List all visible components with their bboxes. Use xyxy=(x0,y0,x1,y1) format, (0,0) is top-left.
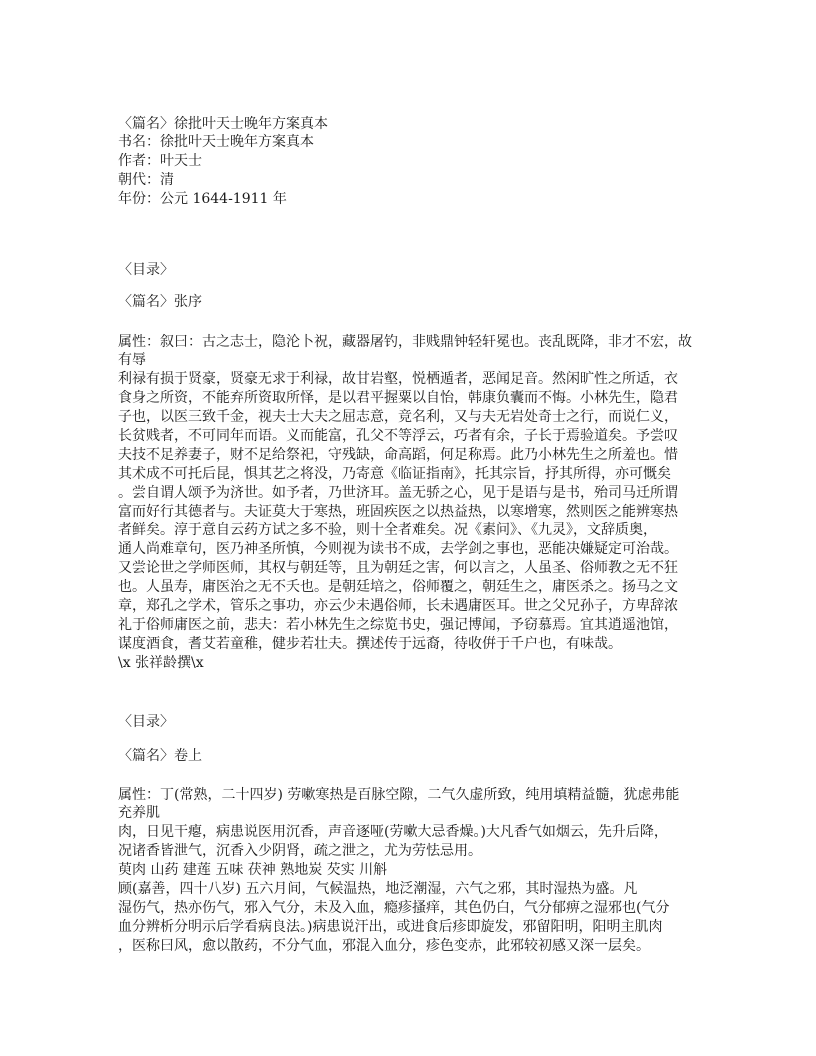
text-line: 。尝自谓人颂予为济世。如予者，乃世济耳。盖无骄之心，见于是语与是书，殆司马迁所谓 xyxy=(118,484,678,501)
text-line: 书名：徐批叶天士晚年方案真本 xyxy=(118,134,314,151)
text-line: 作者：叶天士 xyxy=(118,153,202,170)
text-line: 属性：叙曰：古之志士，隐沦卜祝，藏器屠钓，非贱鼎钟轻轩冕也。丧乱既降，非才不宏，故 xyxy=(118,333,692,350)
text-line: 朝代：清 xyxy=(118,172,174,189)
text-line: 食身之所资，不能弃所资取所怿，是以君平握粟以自怡，韩康负囊而不悔。小林先生，隐君 xyxy=(118,390,678,407)
text-line: 也。人虽寿，庸医治之无不夭也。是朝廷培之，俗师覆之，朝廷生之，庸医杀之。扬马之文 xyxy=(118,579,678,596)
document-header xyxy=(118,115,328,209)
text-line: 章，郑孔之学术，管乐之事功，亦云少未遇俗师，长未遇庸医耳。世之父兄孙子，方卑辞浓 xyxy=(118,597,678,614)
text-line: 〈篇名〉徐批叶天士晚年方案真本 xyxy=(118,115,328,132)
text-line: \x 张祥龄撰\x xyxy=(118,654,204,671)
toc-link: 〈目录〉 xyxy=(118,713,174,730)
text-line: 湿伤气，热亦伤气，邪入气分，未及入血，瘾疹搔痒，其色仍白，气分郁痹之湿邪也(气分 xyxy=(118,899,670,916)
text-line: 夫技不足养妻子，财不足给祭祀，守残缺，命高蹈，何足称焉。此乃小林先生之所羞也。惜 xyxy=(118,446,678,463)
text-line: 其术成不可托后昆，惧其艺之将没，乃寄意《临证指南》，托其宗旨，抒其所得，亦可慨矣 xyxy=(118,465,671,482)
text-line: 萸肉 山药 建莲 五味 茯神 熟地炭 芡实 川斛 xyxy=(118,862,388,879)
text-line: 属性：丁(常熟，二十四岁) 劳嗽寒热是百脉空隙，二气久虚所致，纯用填精益髓，犹虑弗能 xyxy=(118,786,680,803)
text-line: 礼于俗师庸医之前，悲夫：若小林先生之综览书史，强记博闻，予窃慕焉。宜其逍遥池馆， xyxy=(118,616,678,633)
text-line: 血分辨析分明示后学看病良法。)病患说汗出，或进食后疹即旋发，邪留阳明，阳明主肌肉 xyxy=(118,918,663,935)
section-body xyxy=(118,786,679,956)
text-line: 顾(嘉善，四十八岁) 五六月间，气候温热，地泛潮湿，六气之邪，其时湿热为盛。凡 xyxy=(118,880,638,897)
section-title: 〈篇名〉卷上 xyxy=(118,747,202,764)
text-line: 有辱 xyxy=(118,352,146,369)
text-line: ，医称曰风，愈以散药，不分气血，邪混入血分，疹色变赤，此邪较初感又深一层矣。 xyxy=(118,937,650,954)
text-line: 肉，日见干瘪，病患说医用沉香，声音逐哑(劳嗽大忌香燥。)大凡香气如烟云，先升后降， xyxy=(118,824,668,841)
text-line: 长贫贱者，不可同年而语。义而能富，孔父不等浮云，巧者有余，子长于焉验道矣。予尝叹 xyxy=(118,427,678,444)
section-body xyxy=(118,333,692,673)
text-line: 况诸香皆泄气，沉香入少阴肾，疏之泄之，尤为劳怯忌用。 xyxy=(118,843,482,860)
text-line: 又尝论世之学师医师，其权与朝廷等，且为朝廷之害，何以言之，人虽圣、俗师教之无不狂 xyxy=(118,560,678,577)
text-line: 利禄有损于贤豪，贤豪无求于利禄，故甘岩壑，悦栖遁者，恶闻足音。然闲旷性之所适，衣 xyxy=(118,371,678,388)
text-line: 富而好行其德者与。夫证莫大于寒热，班固疾医之以热益热，以寒增寒，然则医之能辨寒热 xyxy=(118,503,678,520)
toc-link: 〈目录〉 xyxy=(118,261,174,278)
text-line: 充养肌 xyxy=(118,805,160,822)
text-line: 通人尚难章句，医乃神圣所慎，今则视为读书不成，去学剑之事也，恶能决嫌疑定可治哉。 xyxy=(118,541,678,558)
text-line: 谋度酒食，耆艾若童稚，健步若壮夫。撰述传于远裔，待收倂于千户也，有味哉。 xyxy=(118,635,622,652)
text-line: 年份：公元 1644-1911 年 xyxy=(118,191,287,208)
text-line: 者鲜矣。淳于意自云药方试之多不验，则十全者难矣。况《素问》、《九灵》，文辞质奥， xyxy=(118,522,657,539)
text-line: 子也，以医三致千金，视夫士大夫之屈志意，竞名利，又与夫无岩处奇士之行，而说仁义， xyxy=(118,409,678,426)
section-title: 〈篇名〉张序 xyxy=(118,293,202,310)
